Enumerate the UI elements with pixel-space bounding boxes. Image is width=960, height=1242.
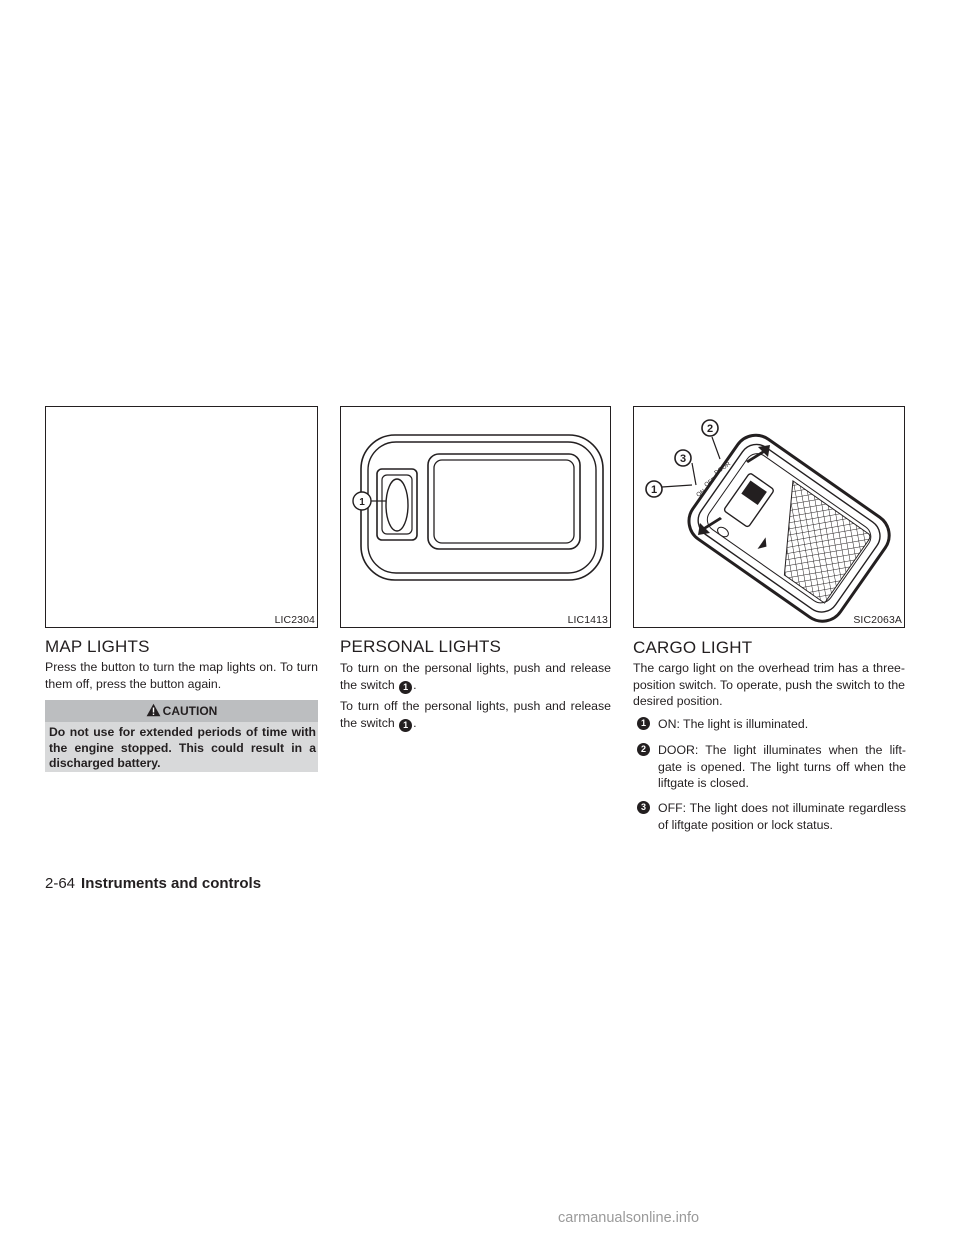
personal-lights-off-text [340, 698, 611, 732]
warning-icon [146, 703, 161, 717]
cargo-light-illustration [634, 407, 906, 629]
period: . [413, 715, 417, 730]
item-number: 3 [637, 801, 650, 814]
caution-header [45, 700, 318, 722]
cargo-light-intro: The cargo light on the overhead trim has a three-position switch. To operate, push the switch to the desired position. [633, 661, 905, 708]
callout-2: 2 [706, 423, 714, 435]
switch-callout: 1 [399, 719, 412, 732]
on-instruction: To turn on the personal lights, push and release the switch [340, 661, 611, 692]
cargo-light-figure [633, 406, 905, 628]
callout-3: 3 [679, 453, 687, 465]
personal-lights-figure [340, 406, 611, 628]
item-text: DOOR: The light illuminates when the lift-gate is opened. The light turns off when the liftgate is closed. [658, 743, 906, 790]
caution-box [45, 700, 318, 772]
item-text: ON: The light is illuminated. [658, 717, 809, 731]
item-number: 1 [637, 717, 650, 730]
callout-1: 1 [650, 484, 658, 496]
map-lights-figure [45, 406, 318, 628]
personal-lights-on-text [340, 660, 611, 694]
item-text: OFF: The light does not illuminate regardless of liftgate position or lock status. [658, 801, 906, 832]
switch-label-door: DOOR [713, 461, 732, 477]
callout-1: 1 [359, 497, 365, 508]
switch-callout: 1 [399, 681, 412, 694]
personal-lights-title: PERSONAL LIGHTS [340, 637, 502, 656]
switch-label-on: ON [695, 488, 707, 499]
caution-label: CAUTION [162, 704, 218, 718]
period: . [413, 677, 417, 692]
cargo-light-title: CARGO LIGHT [633, 638, 753, 657]
list-item [636, 742, 906, 792]
item-number: 2 [637, 743, 650, 756]
map-lights-title: MAP LIGHTS [45, 637, 150, 656]
list-item [636, 800, 906, 833]
chapter-title: Instruments and controls [81, 875, 262, 892]
personal-light-illustration [341, 407, 612, 629]
watermark: carmanualsonline.info [558, 1210, 700, 1226]
switch-label-off: OFF [703, 476, 717, 489]
list-item [636, 716, 906, 733]
figure-code: LIC2304 [274, 614, 315, 626]
caution-text: Do not use for extended periods of time with the engine stopped. This could result in a discharged battery. [49, 725, 316, 770]
figure-code: SIC2063A [853, 614, 902, 626]
figure-code: LIC1413 [567, 614, 608, 626]
page-number: 2-64 [45, 875, 76, 892]
off-instruction: To turn off the personal lights, push and release the switch [340, 699, 611, 730]
page-footer [45, 875, 261, 892]
map-lights-body: Press the button to turn the map lights on. To turn them off, press the button again. [45, 660, 318, 691]
